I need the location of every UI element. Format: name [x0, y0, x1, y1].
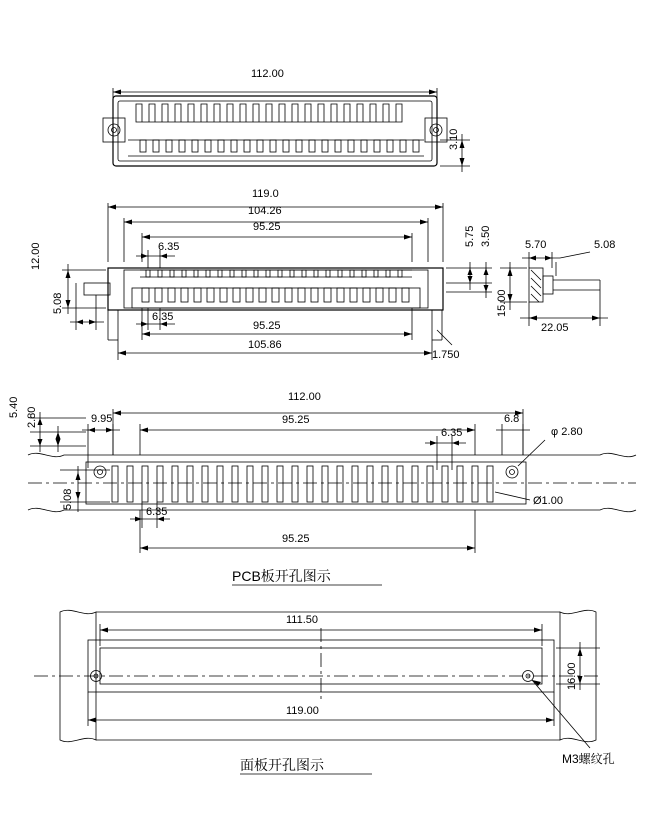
caption-panel-cutout: 面板开孔图示 [240, 757, 324, 773]
dim-95-25-pcb-top: 95.25 [282, 414, 310, 426]
dim-12-00: 12.00 [30, 242, 42, 270]
dim-3-50: 3.50 [480, 225, 492, 247]
dim-104-26: 104.26 [248, 205, 282, 217]
dim-1-750: 1.750 [432, 349, 460, 361]
note-m3-thread-hole: M3螺纹孔 [562, 752, 615, 766]
dim-6-35-front-top: 6.35 [158, 241, 180, 253]
dim-phi-1-00: Ø1.00 [533, 495, 563, 507]
dim-5-08-side: 5.08 [594, 239, 616, 251]
dim-2-80: 2.80 [26, 406, 38, 428]
dim-6-35-pcb-top: 6.35 [441, 427, 463, 439]
dim-16-00: 16.00 [566, 662, 578, 690]
dim-119-00: 119.00 [286, 705, 319, 717]
dim-5-08-pcb: 5.08 [62, 488, 74, 510]
dim-3-10: 3.10 [448, 128, 460, 150]
dim-5-40: 5.40 [8, 396, 20, 418]
dim-9-95: 9.95 [91, 413, 113, 425]
dim-105-86: 105.86 [248, 339, 282, 351]
dim-6-35-front-bottom: 6.35 [152, 311, 174, 323]
dim-6-8: 6.8 [504, 413, 520, 425]
dim-6-35-pcb-bottom: 6.35 [146, 506, 168, 518]
dim-112-pcb: 112.00 [288, 391, 321, 403]
dim-phi-2-80: φ 2.80 [551, 426, 583, 438]
dim-95-25-pcb-bottom: 95.25 [282, 533, 310, 545]
dim-22-05: 22.05 [541, 322, 569, 334]
dim-5-70: 5.70 [525, 239, 547, 251]
dim-5-08-front: 5.08 [52, 292, 64, 314]
dim-95-25-front-top: 95.25 [253, 221, 281, 233]
dim-111-50: 111.50 [286, 614, 319, 626]
dim-119-0: 119.0 [252, 188, 279, 200]
dim-95-25-front-bottom: 95.25 [253, 320, 281, 332]
dim-112-top: 112.00 [251, 68, 284, 80]
dim-5-75: 5.75 [464, 225, 476, 247]
dim-15-00: 15.00 [496, 289, 508, 317]
caption-pcb-drilling: PCB板开孔图示 [232, 568, 331, 584]
